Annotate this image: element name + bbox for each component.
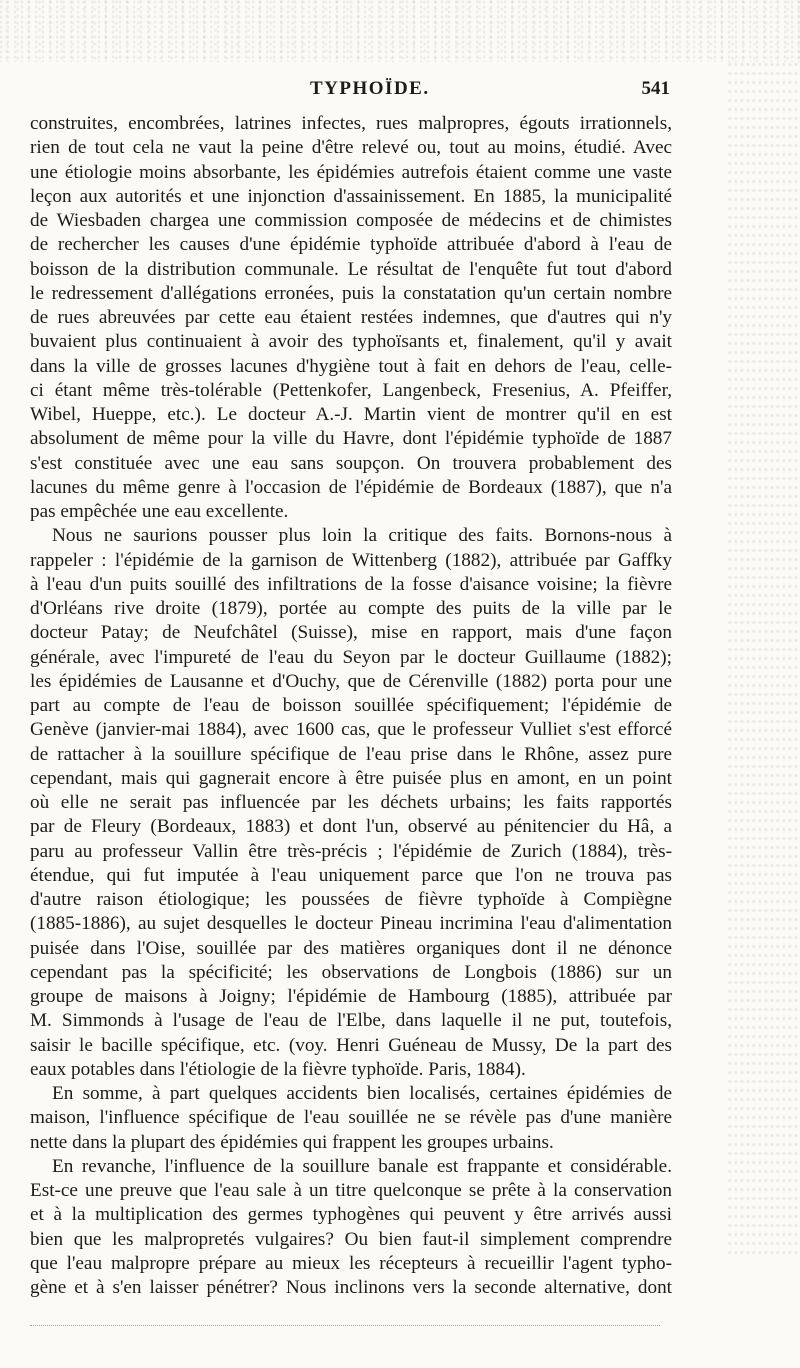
text-line: rappeler : l'épidémie de la garnison de Wittenberg (1882), attribuée par Gaffky — [30, 549, 672, 571]
text-line: part au compte de l'eau de boisson souillée spécifiquement; l'épidémie de — [30, 695, 672, 716]
text-line: M. Simmonds à l'usage de l'eau de l'Elbe, dans laquelle il ne put, toutefois, — [30, 1010, 672, 1032]
text-line: puisée dans l'Oise, souillée par des matières organiques dont il ne dénonce — [30, 937, 672, 959]
text-line: eaux potables dans l'étiologie de la fièvre typhoïde. Paris, 1884). — [30, 1058, 526, 1080]
text-line: En somme, à part quelques accidents bien localisés, certaines épidémies de — [52, 1083, 672, 1104]
text-line: les épidémies de Lausanne et d'Ouchy, que de Cérenville (1882) porta pour une — [30, 670, 672, 692]
scan-noise-top — [0, 0, 800, 62]
text-line: ci étant même très-tolérable (Pettenkofer, Langenbeck, Fresenius, A. Pfeiffer, — [30, 379, 672, 401]
text-line: générale, avec l'impureté de l'eau du Seyon par le docteur Guillaume (1882); — [30, 646, 672, 668]
text-line: gène et à s'en laisser pénétrer? Nous inclinons vers la seconde alternative, dont — [30, 1277, 672, 1298]
running-title: TYPHOÏDE. — [310, 78, 430, 99]
text-line: bien que les malpropretés vulgaires? Ou bien faut-il simplement comprendre — [30, 1228, 672, 1250]
text-line: Wibel, Hueppe, etc.). Le docteur A.-J. Martin vient de montrer qu'il en est — [30, 404, 672, 425]
text-line: Nous ne saurions pousser plus loin la critique des faits. Bornons-nous à — [52, 525, 672, 547]
text-line: de Wiesbaden chargea une commission composée de médecins et de chimistes — [30, 210, 672, 231]
text-line: de rues abreuvées par cette eau étaient restées indemnes, que d'autres qui n'y — [30, 307, 672, 328]
text-line: En revanche, l'influence de la souillure banale est frappante et considérable. — [52, 1155, 672, 1177]
text-line: docteur Patay; de Neufchâtel (Suisse), mise en rapport, mais d'une façon — [30, 622, 672, 644]
text-line: maison, l'influence spécifique de l'eau souillée ne se révèle pas d'une manière — [30, 1107, 672, 1129]
page-number: 541 — [641, 78, 670, 99]
page-header — [30, 78, 670, 104]
text-line: à l'eau d'un puits souillé des infiltrations de la fosse d'aisance voisine; la fièvre — [30, 573, 672, 595]
text-line: groupe de maisons à Joigny; l'épidémie de Hambourg (1885), attribuée par — [30, 986, 672, 1007]
text-line: par de Fleury (Bordeaux, 1883) et dont l'un, observé au pénitencier du Hâ, a — [30, 816, 672, 838]
body-text — [30, 112, 672, 1300]
text-line: et à la multiplication des germes typhogènes qui peuvent y être arrivés aussi — [30, 1204, 672, 1226]
text-line: Genève (janvier-mai 1884), avec 1600 cas, que le professeur Vulliet s'est efforcé — [30, 719, 672, 741]
text-line: paru au professeur Vallin être très-précis ; l'épidémie de Zurich (1884), très- — [30, 840, 672, 862]
text-line: (1885-1886), au sujet desquelles le docteur Pineau incrimina l'eau d'alimentation — [30, 913, 672, 935]
text-line: buvaient plus continuaient à avoir des typhoïsants et, finalement, qu'il y avait — [30, 331, 672, 353]
text-line: boisson de la distribution communale. Le résultat de l'enquête fut tout d'abord — [30, 258, 672, 280]
text-line: cependant pas la spécificité; les observations de Longbois (1886) sur un — [30, 961, 672, 983]
text-line: saisir le bacille spécifique, etc. (voy. Henri Guéneau de Mussy, De la part des — [30, 1034, 672, 1056]
scan-noise-right — [728, 60, 800, 1260]
text-line: où elle ne serait pas influencée par les déchets urbains; les faits rapportés — [30, 792, 672, 813]
text-line: d'Orléans rive droite (1879), portée au compte des puits de la ville par le — [30, 598, 672, 619]
text-line: construites, encombrées, latrines infectes, rues malpropres, égouts irrationnels, — [30, 113, 672, 134]
text-line: nette dans la plupart des épidémies qui frappent les groupes urbains. — [30, 1131, 554, 1153]
text-line: d'autre raison étiologique; les poussées de fièvre typhoïde à Compiègne — [30, 889, 672, 910]
text-line: lacunes du même genre à l'occasion de l'épidémie de Bordeaux (1887), que n'a — [30, 476, 672, 498]
text-line: absolument de même pour la ville du Havre, dont l'épidémie typhoïde de 1887 — [30, 428, 672, 450]
text-line: rien de tout cela ne vaut la peine d'être relevé ou, tout au moins, étudié. Avec — [30, 137, 672, 159]
text-line: de rechercher les causes d'une épidémie typhoïde attribuée d'abord à l'eau de — [30, 234, 672, 256]
text-line: étendue, qui fut imputée à l'eau uniquement parce que l'on ne trouva pas — [30, 864, 672, 886]
text-line: s'est constituée avec une eau sans soupçon. On trouvera probablement des — [30, 452, 672, 474]
text-line: cependant, mais qui gagnerait encore à être puisée plus en amont, en un point — [30, 767, 672, 789]
footer-rule — [30, 1325, 660, 1332]
text-line: que l'eau malpropre prépare au mieux les récepteurs à recueillir l'agent typho- — [30, 1252, 672, 1274]
text-line: leçon aux autorités et une injonction d'assainissement. En 1885, la municipalité — [30, 185, 672, 207]
text-line: dans la ville de grosses lacunes d'hygiène tout à fait en dehors de l'eau, celle- — [30, 355, 672, 377]
text-line: Est-ce une preuve que l'eau sale à un titre quelconque se prête à la conservation — [30, 1180, 672, 1201]
text-line: une étiologie moins absorbante, les épidémies autrefois étaient comme une vaste — [30, 161, 672, 183]
text-line: pas empêchée une eau excellente. — [30, 501, 289, 522]
text-line: de rattacher à la souillure spécifique de l'eau prise dans le Rhône, assez pure — [30, 743, 672, 765]
text-line: le redressement d'allégations erronées, puis la constatation qu'un certain nombre — [30, 282, 672, 304]
